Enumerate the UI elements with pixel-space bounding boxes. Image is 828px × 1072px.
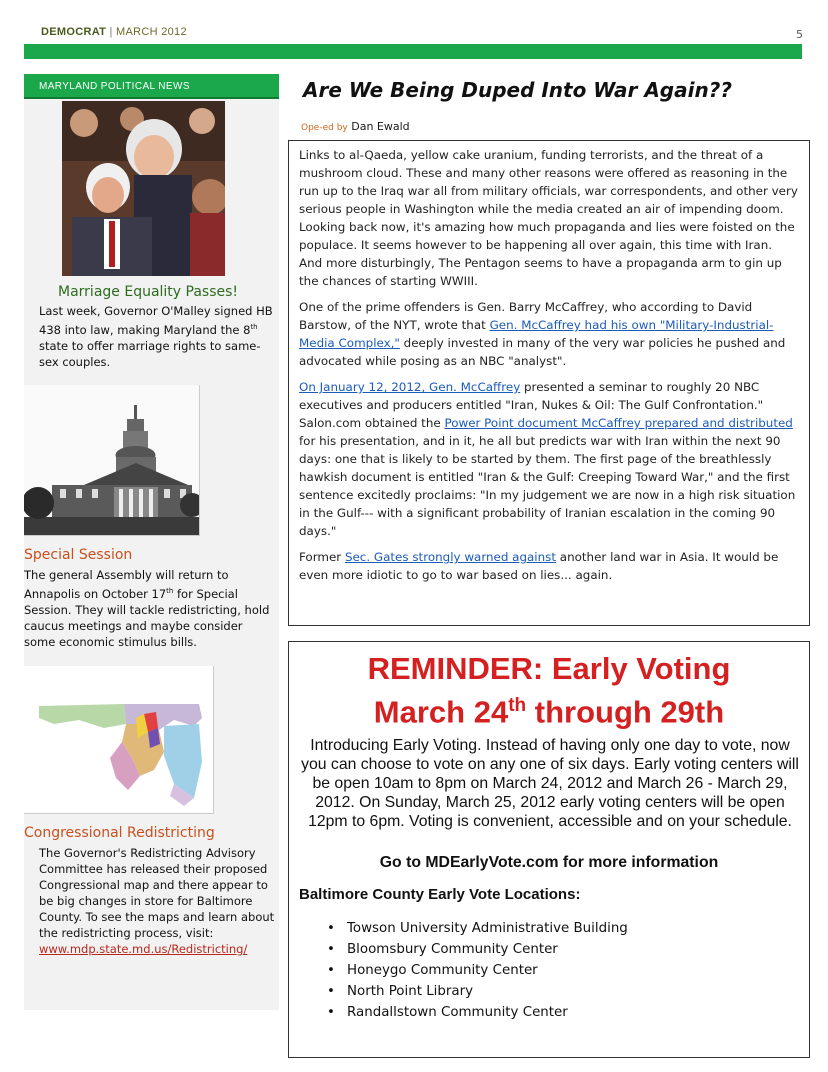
article-paragraph-text: One of the prime offenders is Gen. Barry McCaffrey, who according to David Barstow, of the NYT, wrote that: [299, 300, 753, 332]
list-item: • Towson University Administrative Building: [327, 918, 628, 939]
article-box: [288, 140, 810, 626]
story-text-part: Last week, Governor O'Malley signed HB 438 into law, making Maryland the 8: [39, 304, 273, 337]
article-paragraph-text: Former: [299, 550, 345, 564]
list-item: • Bloomsbury Community Center: [327, 939, 628, 960]
story-text-part: The general Assembly will return to Annapolis on October 17: [24, 568, 229, 601]
story-text-redistricting: [39, 845, 279, 957]
list-item: • Honeygo Community Center: [327, 960, 628, 981]
mccaffrey-complex-link[interactable]: Gen. McCaffrey had his own "Military-Industrial-Media Complex,": [299, 318, 774, 350]
article-body: [299, 146, 799, 592]
list-item: • Randallstown Community Center: [327, 1002, 628, 1023]
powerpoint-document-link[interactable]: Power Point document McCaffrey prepared and distributed: [444, 416, 793, 430]
story-caption-special-session: Special Session: [24, 547, 133, 563]
story-text-part: state to offer marriage rights to same-sex couples.: [39, 338, 261, 369]
maryland-map-illustration: [24, 666, 213, 813]
article-paragraph-text: for his presentation, and in it, he all but predicts war with Iran within the next 90 days: one that is likely to be started by them. The first page of the breathlessly hawkish document is entitled "Iran & the Gulf: Creeping Toward War," and the first sentence excitedly proclaims: "In my judgement we are now in a high risk situation in the Gulf--- with a significant probability of Iranian escalation in the coming 90 days.": [299, 434, 796, 538]
story-text-part: for Special Session. They will tackle redistricting, hold caucus meetings and maybe consider some economic stimulus bills.: [24, 586, 270, 649]
byline-author: Dan Ewald: [351, 120, 410, 133]
january-seminar-link[interactable]: On January 12, 2012, Gen. McCaffrey: [299, 380, 521, 394]
byline-label: Ope-ed by: [301, 123, 348, 133]
reminder-title: [289, 650, 809, 730]
story-text-marriage: [39, 303, 279, 370]
ordinal-suffix: th: [250, 323, 258, 331]
gates-warning-link[interactable]: Sec. Gates strongly warned against: [344, 550, 557, 564]
header-rule: [24, 44, 802, 59]
sidebar-title: MARYLAND POLITICAL NEWS: [39, 81, 190, 92]
story-caption-marriage: Marriage Equality Passes!: [58, 284, 239, 300]
article-paragraph-text: deeply invested in many of the very war policies he pushed and advocated while posing as an NBC "analyst".: [299, 336, 786, 368]
sidebar-header: [24, 74, 279, 99]
redistricting-link[interactable]: www.mdp.state.md.us/Redistricting/: [39, 942, 248, 956]
ordinal-suffix: th: [508, 695, 527, 716]
reminder-intro: Introducing Early Voting. Instead of having only one day to vote, now you can choose to vote on any one of six days. Early voting centers will be open 10am to 8pm on March 24, 2012 and March 26 - March 29, 2012. On Sunday, March 25, 2012 early voting centers will be open 12pm to 6pm. Voting is convenient, accessible and on your schedule.: [301, 737, 799, 830]
reminder-date-end: through 29th: [526, 694, 725, 730]
page-header: [41, 26, 187, 38]
statehouse-photo: [24, 385, 200, 536]
publication-name: DEMOCRAT: [41, 26, 107, 38]
article-paragraph: [299, 378, 799, 540]
governor-signing-illustration: [62, 101, 225, 276]
story-text-part: The Governor's Redistricting Advisory Committee has released their proposed Congressional map and there appear to be big changes in store for Baltimore County. To see the maps and learn about the redistricting process, visit:: [39, 846, 275, 940]
governor-signing-photo: [62, 101, 225, 276]
locations-list: [327, 918, 628, 1023]
article-paragraph: [299, 146, 799, 290]
reminder-title-line2: [289, 687, 809, 730]
ordinal-suffix: th: [166, 587, 174, 595]
article-paragraph-text: another land war in Asia. It would be even more idiotic to go to war based on lies... again.: [299, 550, 779, 582]
statehouse-illustration: [24, 385, 199, 535]
story-text-special-session: [24, 567, 276, 650]
issue-date: MARCH 2012: [116, 26, 187, 38]
locations-heading: Baltimore County Early Vote Locations:: [299, 886, 581, 903]
article-headline: Are We Being Duped Into War Again??: [303, 78, 732, 102]
header-separator: |: [106, 26, 117, 38]
reminder-date-start: March 24: [373, 694, 509, 730]
article-paragraph-text: Links to al-Qaeda, yellow cake uranium, funding terrorists, and the threat of a mushroom cloud. These and many other reasons were offered as reasoning in the run up to the Iraq war all from military officials, war correspondents, and other very serious people in Washington while the media created an air of impending doom.: [299, 148, 798, 216]
article-paragraph: [299, 298, 799, 370]
list-item: • North Point Library: [327, 981, 628, 1002]
early-voting-reminder-box: [288, 641, 810, 1058]
article-paragraph: [299, 548, 799, 584]
article-paragraph-text: Looking back now, it's amazing how much propaganda and lies were foisted on the populace. It seems however to be happening all over again, this time with Iran. And more disturbingly, The Pentagon seems to have a propaganda arm to gin up the chances of starting WWIII.: [299, 220, 795, 288]
page-number: 5: [796, 28, 803, 41]
story-caption-redistricting: Congressional Redistricting: [24, 825, 215, 841]
article-paragraph-text: presented a seminar to roughly 20 NBC executives and producers entitled "Iran, Nukes & Oil: The Gulf Confrontation." Salon.com obtained the: [299, 380, 764, 430]
article-byline: [301, 120, 410, 133]
reminder-title-line1: REMINDER: Early Voting: [367, 651, 731, 686]
redistricting-map: [24, 666, 214, 814]
reminder-website-line: Go to MDEarlyVote.com for more information: [379, 854, 719, 871]
